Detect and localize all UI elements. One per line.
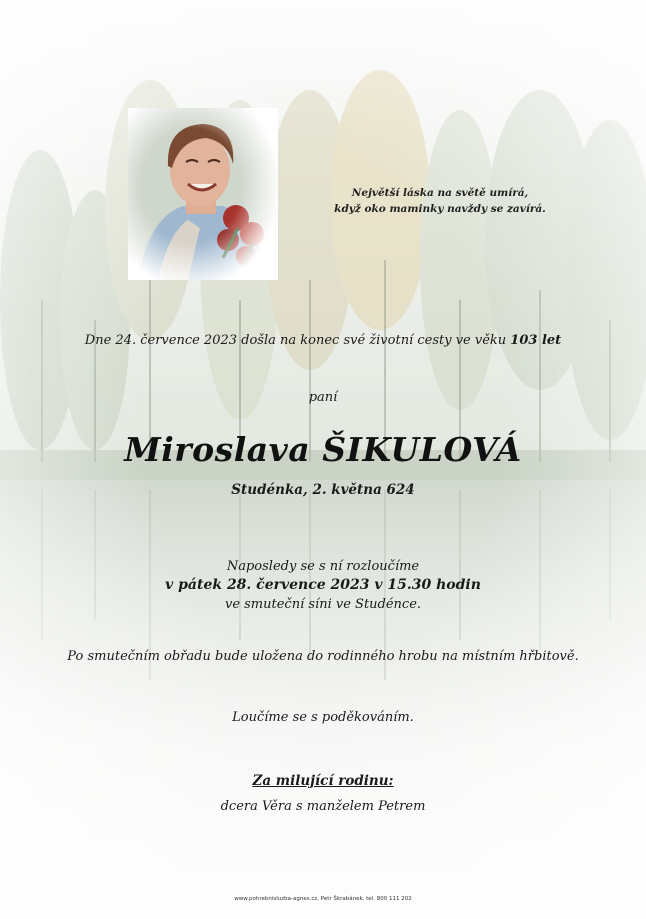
portrait-photo xyxy=(128,108,278,280)
deceased-address: Studénka, 2. května 624 xyxy=(231,482,415,498)
funeral-service-footer: www.pohrebnisluzba-agnes.cz, Petr Škrabánek, tel. 800 111 202 xyxy=(234,896,412,902)
motto-line-2: když oko maminky navždy se zavírá. xyxy=(334,203,546,215)
farewell-details xyxy=(0,557,646,614)
motto-verse xyxy=(300,185,580,217)
age-value: 103 let xyxy=(510,333,562,348)
family-heading xyxy=(0,773,646,789)
salutation: paní xyxy=(308,390,338,405)
family-heading-text: Za milující rodinu: xyxy=(252,773,394,789)
farewell-date-time: v pátek 28. července 2023 v 15.30 hodin xyxy=(165,577,481,593)
family-members: dcera Věra s manželem Petrem xyxy=(220,799,426,814)
motto-line-1: Největší láska na světě umírá, xyxy=(351,187,529,199)
farewell-line-1: Naposledy se s ní rozloučíme xyxy=(226,559,420,574)
thanks-note: Loučíme se s poděkováním. xyxy=(232,710,414,725)
farewell-location: ve smuteční síni ve Studénce. xyxy=(224,597,422,612)
death-announcement xyxy=(0,333,646,348)
burial-note: Po smutečním obřadu bude uložena do rodinného hrobu na místním hřbitově. xyxy=(67,649,579,664)
deceased-name: Miroslava ŠIKULOVÁ xyxy=(124,430,522,469)
announcement-text: Dne 24. července 2023 došla na konec své životní cesty ve věku xyxy=(84,333,511,348)
